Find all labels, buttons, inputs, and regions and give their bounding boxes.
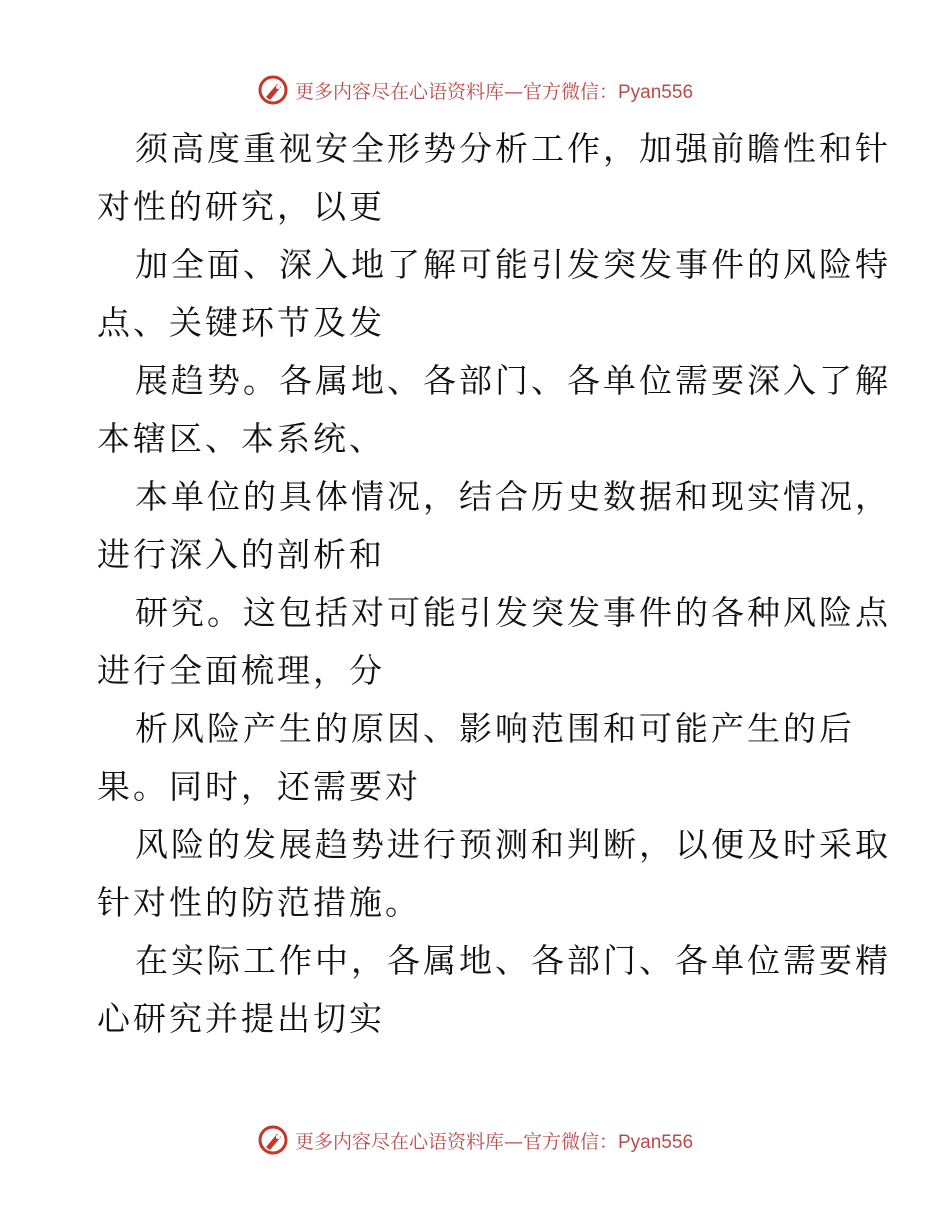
paragraph-5: [97, 584, 891, 700]
paragraph-8-line-2: 心研究并提出切实: [97, 999, 385, 1038]
paragraph-2-line-1: 加全面、深入地了解可能引发突发事件的风险特: [135, 245, 891, 284]
footer-banner: [0, 1120, 950, 1160]
paragraph-8-line-1: 在实际工作中，各属地、各部门、各单位需要精: [135, 941, 891, 980]
paragraph-6-line-2: 果。同时，还需要对: [97, 767, 421, 806]
paragraph-7-line-1: 风险的发展趋势进行预测和判断，以便及时采取: [135, 825, 891, 864]
paragraph-6-line-1: 析风险产生的原因、影响范围和可能产生的后: [135, 709, 855, 748]
paragraph-1: [97, 120, 891, 236]
paragraph-3-line-2: 本辖区、本系统、: [97, 419, 385, 458]
paragraph-7: [97, 816, 891, 932]
footer-banner-text: 更多内容尽在心语资料库—官方微信：Pyan556: [294, 1130, 694, 1153]
paragraph-1-line-1: 须高度重视安全形势分析工作，加强前瞻性和针: [135, 129, 891, 168]
paragraph-2-line-2: 点、关键环节及发: [97, 303, 385, 342]
pen-nib-circle-icon: [257, 74, 289, 106]
paragraph-5-line-2: 进行全面梳理，分: [97, 651, 385, 690]
document-body: [97, 120, 891, 1048]
header-banner: [0, 70, 950, 110]
paragraph-2: [97, 236, 891, 352]
header-banner-text: 更多内容尽在心语资料库—官方微信：Pyan556: [294, 80, 694, 103]
paragraph-7-line-2: 针对性的防范措施。: [97, 883, 421, 922]
paragraph-5-line-1: 研究。这包括对可能引发突发事件的各种风险点: [135, 593, 891, 632]
paragraph-3: [97, 352, 891, 468]
paragraph-4-line-1: 本单位的具体情况，结合历史数据和现实情况，: [135, 477, 891, 516]
footer-wechat-id: Pyan556: [618, 1131, 694, 1153]
paragraph-4: [97, 468, 891, 584]
paragraph-1-line-2: 对性的研究，以更: [97, 187, 385, 226]
paragraph-8: [97, 932, 891, 1048]
pen-nib-circle-icon: [257, 1124, 289, 1156]
paragraph-6: [97, 700, 857, 816]
paragraph-4-line-2: 进行深入的剖析和: [97, 535, 385, 574]
header-wechat-id: Pyan556: [618, 81, 694, 103]
paragraph-3-line-1: 展趋势。各属地、各部门、各单位需要深入了解: [135, 361, 891, 400]
